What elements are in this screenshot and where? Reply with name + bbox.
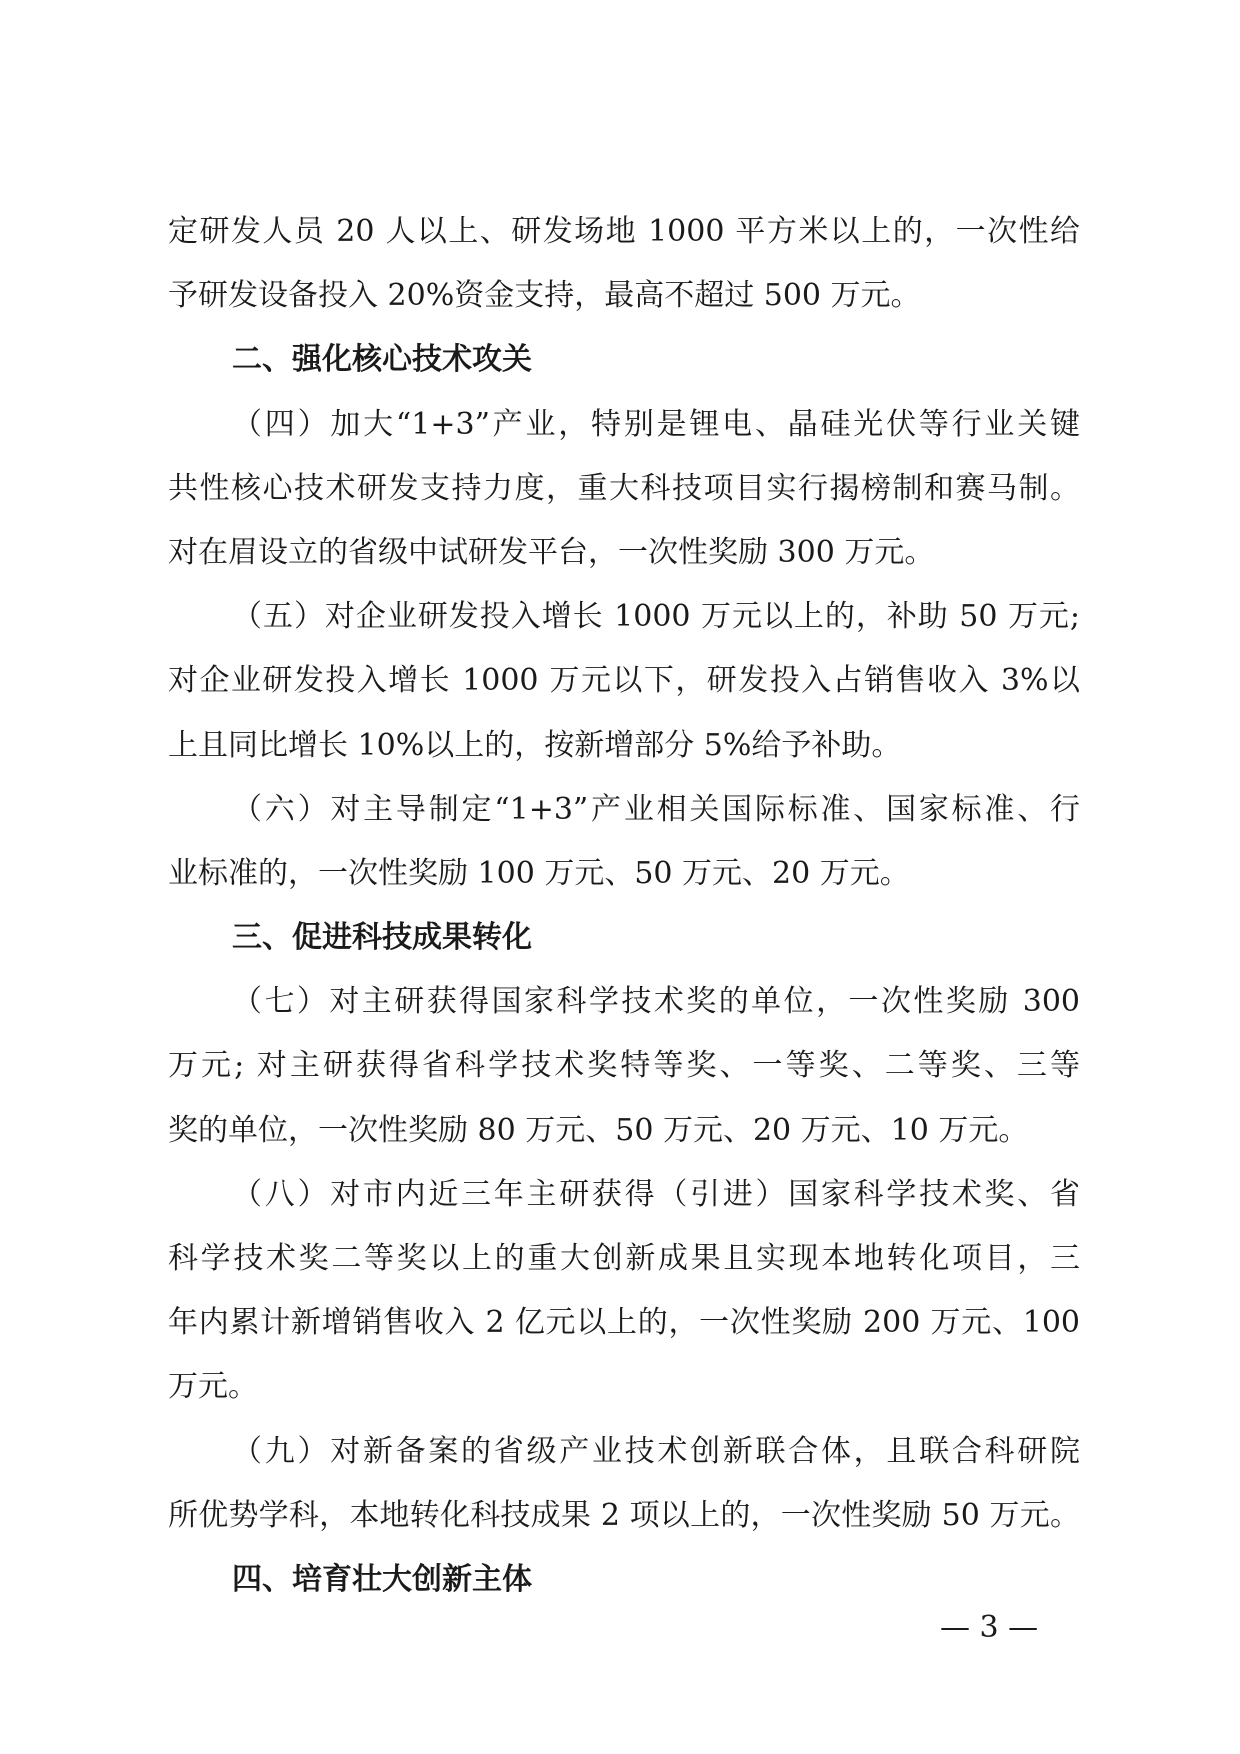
body-line: （五）对企业研发投入增长 1000 万元以上的，补助 50 万元; bbox=[232, 599, 1080, 635]
section-heading: 四、培育壮大创新主体 bbox=[232, 1561, 532, 1597]
body-line: （四）加大“1+3”产业，特别是锂电、晶硅光伏等行业关键 bbox=[232, 406, 1080, 442]
body-line: 予研发设备投入 20%资金支持，最高不超过 500 万元。 bbox=[168, 278, 921, 314]
body-line: 业标准的，一次性奖励 100 万元、50 万元、20 万元。 bbox=[168, 855, 910, 891]
body-line: （八）对市内近三年主研获得（引进）国家科学技术奖、省 bbox=[232, 1176, 1080, 1212]
document-body bbox=[168, 200, 1080, 1612]
body-line: 共性核心技术研发支持力度，重大科技项目实行揭榜制和赛马制。 bbox=[168, 470, 1080, 506]
body-line: 对企业研发投入增长 1000 万元以下，研发投入占销售收入 3%以 bbox=[168, 663, 1080, 699]
body-line: 所优势学科，本地转化科技成果 2 项以上的，一次性奖励 50 万元。 bbox=[168, 1497, 1080, 1533]
body-line: 上且同比增长 10%以上的，按新增部分 5%给予补助。 bbox=[168, 727, 902, 763]
page-number: — 3 — bbox=[940, 1610, 1039, 1645]
body-line: （七）对主研获得国家科学技术奖的单位，一次性奖励 300 bbox=[232, 984, 1080, 1020]
body-line: 定研发人员 20 人以上、研发场地 1000 平方米以上的，一次性给 bbox=[168, 214, 1080, 249]
body-line: （九）对新备案的省级产业技术创新联合体，且联合科研院 bbox=[232, 1433, 1080, 1469]
body-line: 奖的单位，一次性奖励 80 万元、50 万元、20 万元、10 万元。 bbox=[168, 1112, 1029, 1148]
body-line: 年内累计新增销售收入 2 亿元以上的，一次性奖励 200 万元、100 bbox=[168, 1305, 1080, 1341]
body-line: 万元。 bbox=[168, 1369, 258, 1405]
section-heading: 二、强化核心技术攻关 bbox=[232, 342, 532, 378]
body-line: 对在眉设立的省级中试研发平台，一次性奖励 300 万元。 bbox=[168, 534, 935, 570]
body-line: 万元; 对主研获得省科学技术奖特等奖、一等奖、二等奖、三等 bbox=[168, 1048, 1080, 1084]
body-line: 科学技术奖二等奖以上的重大创新成果且实现本地转化项目，三 bbox=[168, 1241, 1080, 1276]
body-line: （六）对主导制定“1+3”产业相关国际标准、国家标准、行 bbox=[232, 791, 1080, 827]
section-heading: 三、促进科技成果转化 bbox=[232, 920, 532, 956]
